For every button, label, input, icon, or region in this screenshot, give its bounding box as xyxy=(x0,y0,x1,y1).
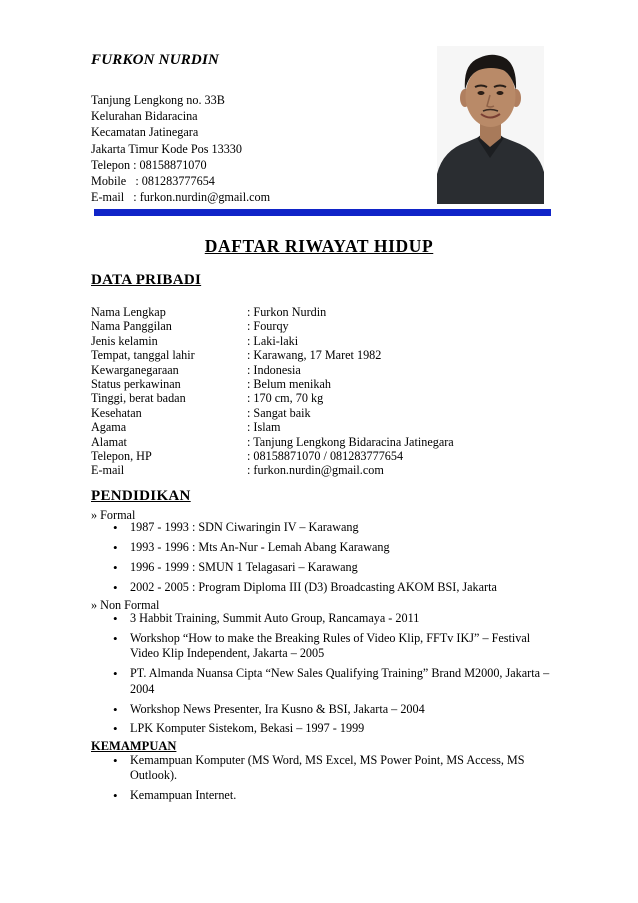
formal-education-list xyxy=(91,520,551,600)
bullet-icon: • xyxy=(113,539,118,555)
nonformal-education-list xyxy=(91,611,551,741)
telephone-line: Telepon : 08158871070 xyxy=(91,157,207,172)
field-label: Kesehatan xyxy=(91,405,142,420)
field-label: Tinggi, berat badan xyxy=(91,391,186,406)
field-value: : furkon.nurdin@gmail.com xyxy=(247,463,384,478)
mobile-line: Mobile : 081283777654 xyxy=(91,174,215,189)
field-label: Status perkawinan xyxy=(91,377,181,392)
list-item-text: 1987 - 1993 : SDN Ciwaringin IV – Karawang xyxy=(130,520,359,534)
email-line: E-mail : furkon.nurdin@gmail.com xyxy=(91,190,271,205)
document-title: DAFTAR RIWAYAT HIDUP xyxy=(204,236,434,256)
list-item-text: 3 Habbit Training, Summit Auto Group, Rancamaya - 2011 xyxy=(130,611,420,625)
profile-photo xyxy=(437,46,544,204)
bullet-icon: • xyxy=(113,630,118,646)
address-line: Jakarta Timur Kode Pos 13330 xyxy=(91,141,242,156)
bullet-icon: • xyxy=(113,788,118,804)
personal-row xyxy=(91,391,454,405)
list-item xyxy=(91,788,551,803)
field-value: : Tanjung Lengkong Bidaracina Jatinegara xyxy=(247,434,454,449)
list-item xyxy=(91,520,551,535)
personal-row xyxy=(91,334,454,348)
list-item-text: Workshop News Presenter, Ira Kusno & BSI, Jakarta – 2004 xyxy=(130,701,425,716)
section-heading-kemampuan: KEMAMPUAN xyxy=(91,739,177,753)
list-item xyxy=(91,580,551,595)
field-value: : 170 cm, 70 kg xyxy=(247,391,324,406)
list-item-text: 1993 - 1996 : Mts An-Nur - Lemah Abang Karawang xyxy=(130,539,390,554)
list-item xyxy=(91,721,551,736)
personal-row xyxy=(91,305,454,319)
personal-row xyxy=(91,348,454,362)
field-value: : Karawang, 17 Maret 1982 xyxy=(247,348,382,363)
field-value: : Islam xyxy=(247,420,281,435)
personal-row xyxy=(91,406,454,420)
list-item-text: Kemampuan Komputer (MS Word, MS Excel, MS Power Point, MS Access, MS Outlook). xyxy=(130,753,525,783)
list-item-text: Workshop “How to make the Breaking Rules of Video Klip, FFTv IKJ” – Festival Video Klip Independent, Jakarta – 2005 xyxy=(130,630,531,661)
bullet-icon: • xyxy=(113,701,118,717)
field-value: : Belum menikah xyxy=(247,377,331,392)
bullet-icon: • xyxy=(113,721,118,737)
list-item xyxy=(91,702,551,717)
field-label: Kewarganegaraan xyxy=(91,362,179,377)
list-item xyxy=(91,540,551,555)
field-label: Tempat, tanggal lahir xyxy=(91,348,195,363)
list-item-text: 2002 - 2005 : Program Diploma III (D3) Broadcasting AKOM BSI, Jakarta xyxy=(130,579,497,594)
field-value: : Indonesia xyxy=(247,362,301,377)
bullet-icon: • xyxy=(113,666,118,682)
nonformal-subheading: » Non Formal xyxy=(91,598,160,612)
list-item-text: Kemampuan Internet. xyxy=(130,788,237,803)
personal-row xyxy=(91,449,454,463)
list-item-text: PT. Almanda Nuansa Cipta “New Sales Qualifying Training” Brand M2000, Jakarta – 2004 xyxy=(130,666,550,696)
formal-subheading: » Formal xyxy=(91,508,136,522)
field-label: Telepon, HP xyxy=(91,449,152,464)
address-line: Tanjung Lengkong no. 33B xyxy=(91,93,225,107)
personal-row xyxy=(91,420,454,434)
list-item xyxy=(91,631,551,662)
section-heading-pendidikan: PENDIDIKAN xyxy=(91,488,191,504)
field-value: : Fourqy xyxy=(247,319,289,334)
list-item xyxy=(91,560,551,575)
field-label: Nama Panggilan xyxy=(91,319,172,334)
bullet-icon: • xyxy=(113,753,118,768)
bullet-icon: • xyxy=(113,579,118,595)
section-heading-data-pribadi: DATA PRIBADI xyxy=(91,272,202,288)
personal-row xyxy=(91,463,454,477)
portrait-image xyxy=(437,46,544,204)
address-line: Kelurahan Bidaracina xyxy=(91,109,198,124)
list-item xyxy=(91,611,551,626)
list-item xyxy=(91,666,551,697)
skills-list xyxy=(91,753,551,808)
field-label: Agama xyxy=(91,420,127,435)
address-line: Kecamatan Jatinegara xyxy=(91,125,199,140)
bullet-icon: • xyxy=(113,520,118,535)
list-item-text: 1996 - 1999 : SMUN 1 Telagasari – Karawang xyxy=(130,559,358,574)
field-value: : Laki-laki xyxy=(247,333,299,348)
list-item xyxy=(91,753,551,784)
applicant-name: FURKON NURDIN xyxy=(91,52,220,68)
field-value: : 08158871070 / 081283777654 xyxy=(247,449,404,464)
field-label: Nama Lengkap xyxy=(91,305,166,319)
field-label: E-mail xyxy=(91,463,125,478)
contact-block xyxy=(91,92,270,205)
field-label: Alamat xyxy=(91,434,127,449)
field-value: : Furkon Nurdin xyxy=(247,305,327,319)
personal-row xyxy=(91,377,454,391)
personal-row xyxy=(91,363,454,377)
field-value: : Sangat baik xyxy=(247,405,311,420)
header-divider xyxy=(94,209,551,216)
list-item-text: LPK Komputer Sistekom, Bekasi – 1997 - 1999 xyxy=(130,721,365,736)
personal-row xyxy=(91,319,454,333)
personal-data-table xyxy=(91,305,454,478)
bullet-icon: • xyxy=(113,559,118,575)
field-label: Jenis kelamin xyxy=(91,333,158,348)
bullet-icon: • xyxy=(113,611,118,626)
personal-row xyxy=(91,435,454,449)
